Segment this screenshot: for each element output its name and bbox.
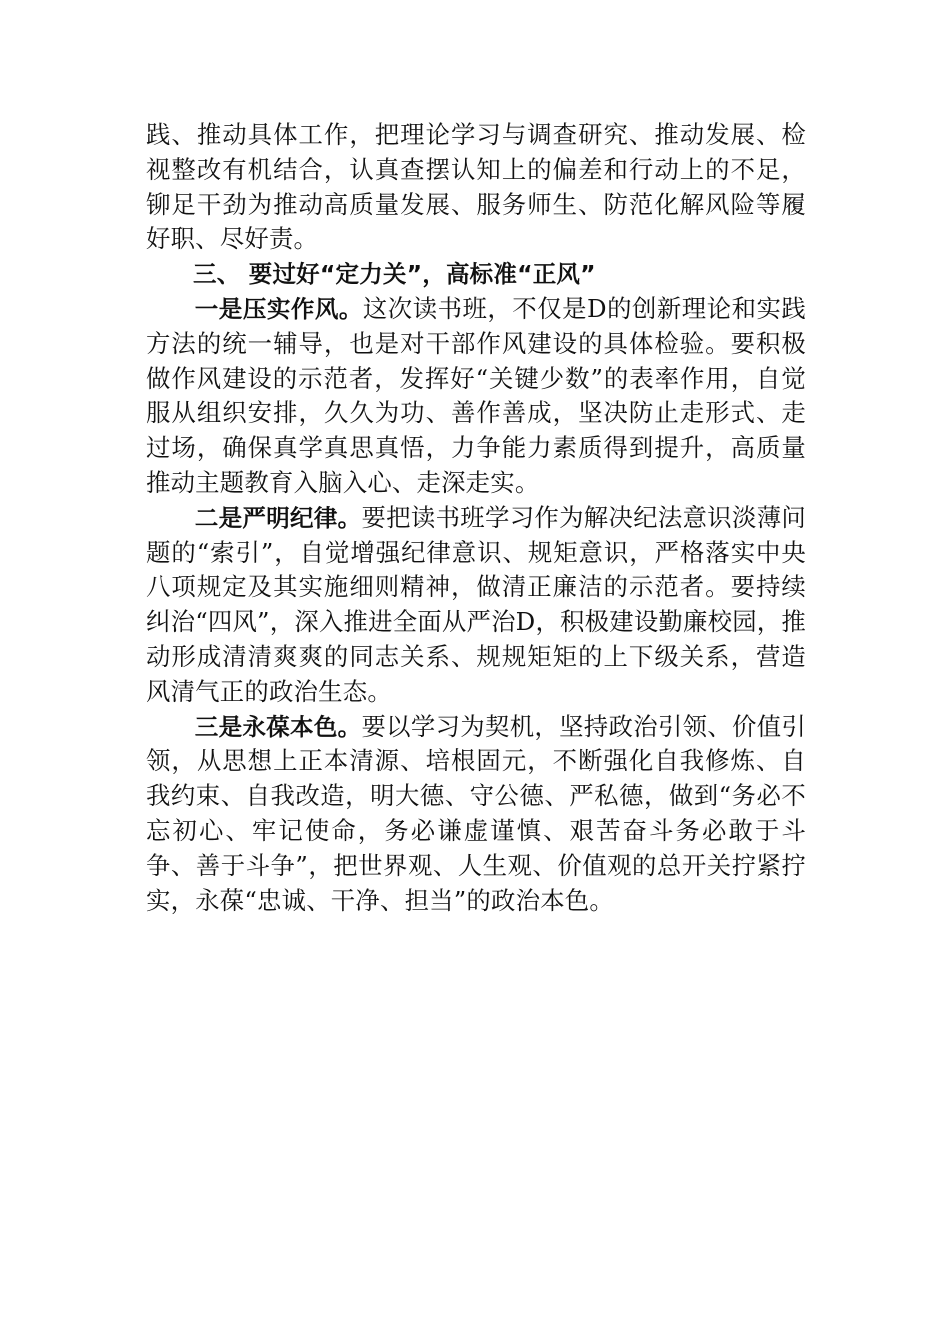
paragraph-2 <box>146 501 806 710</box>
document-page <box>146 118 806 918</box>
paragraph-3 <box>146 710 806 919</box>
paragraph-2-body: 要把读书班学习作为解决纪法意识淡薄问题的“索引”，自觉增强纪律意识、规矩意识，严格落实中央八项规定及其实施细则精神，做清正廉洁的示范者。要持续纠治“四风”，深入推进全面从严治D，积极建设勤廉校园，推动形成清清爽爽的同志关系、规规矩矩的上下级关系，营造风清气正的政治生态。 <box>146 502 806 706</box>
continuation-paragraph: 践、推动具体工作，把理论学习与调查研究、推动发展、检视整改有机结合，认真查摆认知上的偏差和行动上的不足，铆足干劲为推动高质量发展、服务师生、防范化解风险等履好职、尽好责。 <box>146 120 806 254</box>
paragraph-3-body: 要以学习为契机，坚持政治引领、价值引领，从思想上正本清源、培根固元，不断强化自我修炼、自我约束、自我改造，明大德、守公德、严私德，做到“务必不忘初心、牢记使命，务必谦虚谨慎、艰苦奋斗务必敢于斗争、善于斗争”，把世界观、人生观、价值观的总开关拧紧拧实，永葆“忠诚、干净、担当”的政治本色。 <box>146 711 806 915</box>
paragraph-1 <box>146 292 806 501</box>
paragraph-2-lead: 二是严明纪律。 <box>194 503 362 532</box>
section-heading: 三、 要过好“定力关”，高标准“正风” <box>193 260 596 289</box>
paragraph-1-lead: 一是压实作风。 <box>194 294 363 323</box>
paragraph-1-body: 这次读书班，不仅是D的创新理论和实践方法的统一辅导，也是对干部作风建设的具体检验。要积极做作风建设的示范者，发挥好“关键少数”的表率作用，自觉服从组织安排，久久为功、善作善成，坚决防止走形式、走过场，确保真学真思真悟，力争能力素质得到提升，高质量推动主题教育入脑入心、走深走实。 <box>146 293 806 497</box>
paragraph-3-lead: 三是永葆本色。 <box>194 712 362 741</box>
